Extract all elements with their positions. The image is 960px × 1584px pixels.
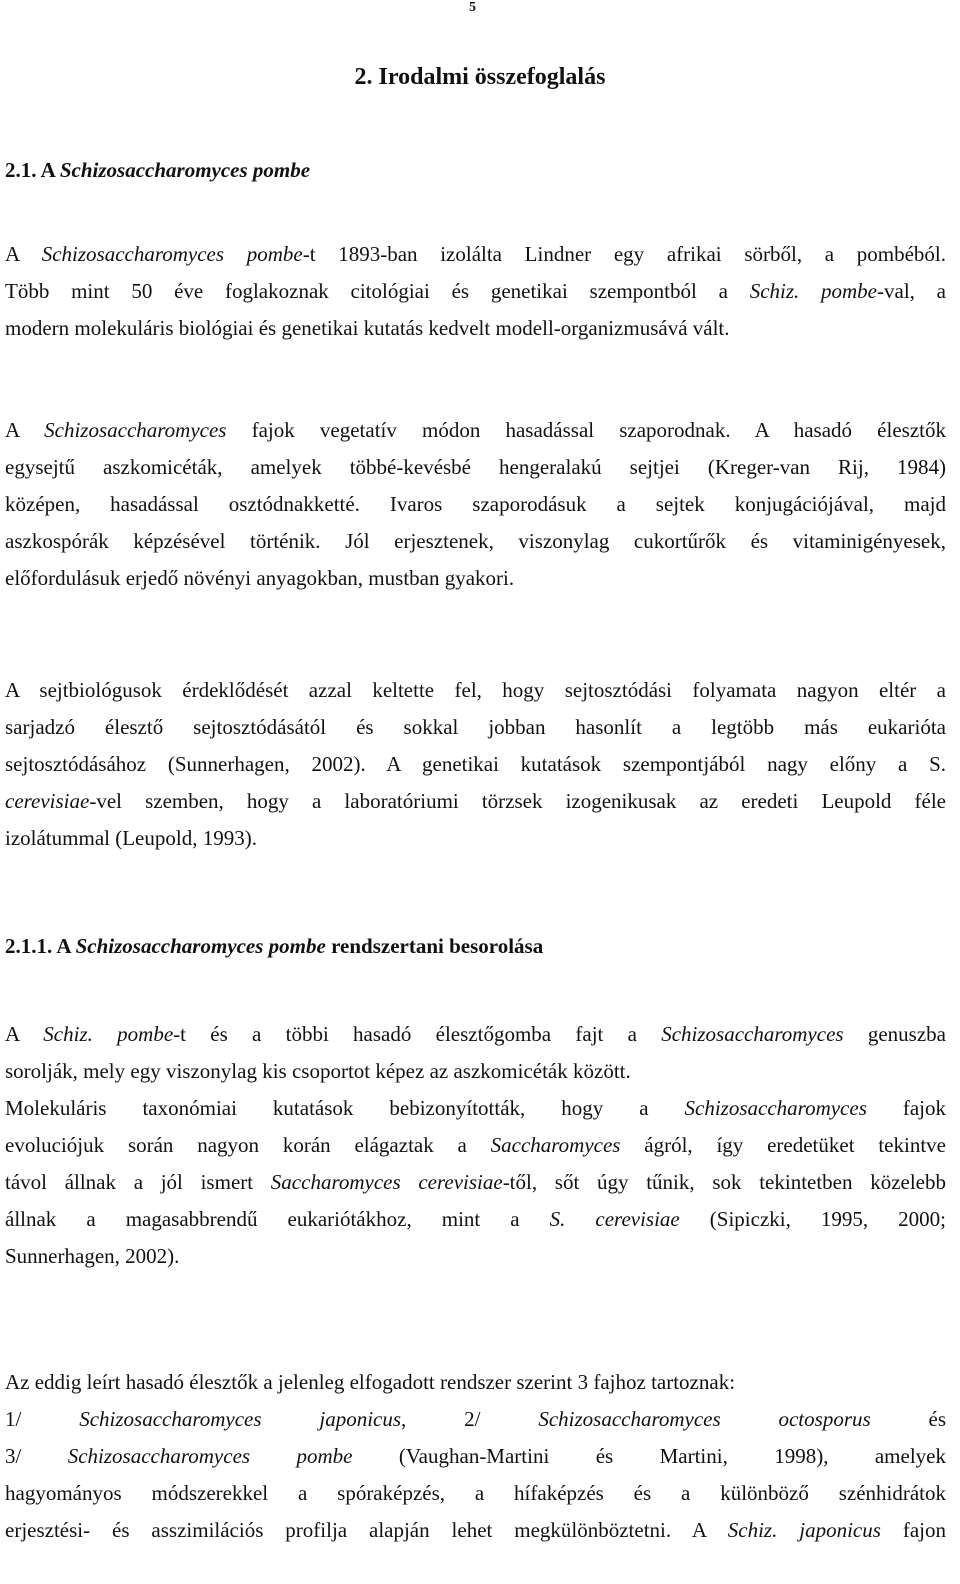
text-line: előfordulásuk erjedő növényi anyagokban, mustban gyakori.: [5, 566, 515, 590]
text-line: erjesztési- és asszimilációs profilja alapján lehet megkülönböztetni. A Schiz. japonicus fajon: [5, 1518, 946, 1542]
text-line: evoluciójuk során nagyon korán elágaztak a Saccharomyces ágról, így eredetüket tekintve: [5, 1133, 946, 1157]
text-line: Az eddig leírt hasadó élesztők a jelenleg elfogadott rendszer szerint 3 fajhoz tartoznak:: [5, 1370, 736, 1394]
section-heading: [5, 158, 310, 183]
subsection-heading-number: 2.1.1. A: [5, 934, 76, 958]
text-line: távol állnak a jól ismert Saccharomyces cerevisiae-től, sőt úgy tűnik, sok tekintetben közelebb: [5, 1170, 947, 1194]
text-line: modern molekuláris biológiai és genetikai kutatás kedvelt modell-organizmusává vált.: [5, 316, 730, 340]
section-heading-species: Schizosaccharomyces pombe: [59, 158, 311, 182]
text-line: állnak a magasabbrendű eukariótákhoz, mint a S. cerevisiae (Sipiczki, 1995, 2000;: [5, 1207, 946, 1231]
paragraph-4: [5, 1016, 946, 1275]
text-line: A Schizosaccharomyces fajok vegetatív módon hasadással szaporodnak. A hasadó élesztők: [5, 418, 946, 442]
text-line: cerevisiae-vel szemben, hogy a laboratóriumi törzsek izogenikusak az eredeti Leupold féle: [5, 789, 946, 813]
paragraph-5: [5, 1364, 946, 1549]
text-line: A Schiz. pombe-t és a többi hasadó élesztőgomba fajt a Schizosaccharomyces genuszba: [5, 1022, 946, 1046]
text-line: sarjadzó élesztő sejtosztódásától és sokkal jobban hasonlít a legtöbb más eukarióta: [5, 715, 946, 739]
paragraph-3: [5, 672, 946, 857]
text-line: középen, hasadással osztódnakketté. Ivaros szaporodásuk a sejtek konjugációjával, majd: [5, 492, 946, 516]
text-line: aszkospórák képzésével történik. Jól erjesztenek, viszonylag cukortűrők és vitaminigényesek,: [5, 529, 946, 553]
subsection-heading: [5, 934, 543, 959]
text-line: Sunnerhagen, 2002).: [5, 1244, 180, 1268]
text-line: 3/ Schizosaccharomyces pombe (Vaughan-Martini és Martini, 1998), amelyek: [5, 1444, 946, 1468]
subsection-heading-rest: rendszertani besorolása: [325, 934, 544, 958]
chapter-title: 2. Irodalmi összefoglalás: [354, 64, 606, 90]
text-line: Több mint 50 éve foglakoznak citológiai és genetikai szempontból a Schiz. pombe-val, a: [5, 279, 946, 303]
text-line: A sejtbiológusok érdeklődését azzal keltette fel, hogy sejtosztódási folyamata nagyon eltér a: [5, 678, 946, 702]
text-line: Molekuláris taxonómiai kutatások bebizonyították, hogy a Schizosaccharomyces fajok: [5, 1096, 947, 1120]
text-line: 1/ Schizosaccharomyces japonicus, 2/ Schizosaccharomyces octosporus és: [5, 1407, 947, 1431]
subsection-heading-species: Schizosaccharomyces pombe: [75, 934, 326, 958]
text-line: izolátummal (Leupold, 1993).: [5, 826, 257, 850]
text-line: A Schizosaccharomyces pombe-t 1893-ban izolálta Lindner egy afrikai sörből, a pombéból.: [5, 242, 946, 266]
text-line: sejtosztódásához (Sunnerhagen, 2002). A genetikai kutatások szempontjából nagy előny a S.: [5, 752, 946, 776]
text-line: sorolják, mely egy viszonylag kis csoportot képez az aszkomicéták között.: [5, 1059, 631, 1083]
section-heading-number: 2.1. A: [5, 158, 60, 182]
paragraph-1: [5, 236, 946, 347]
text-line: hagyományos módszerekkel a spóraképzés, a hífaképzés és a különböző szénhidrátok: [5, 1481, 946, 1505]
paragraph-2: [5, 412, 946, 597]
page-number: 5: [469, 0, 476, 15]
text-line: egysejtű aszkomicéták, amelyek többé-kevésbé hengeralakú sejtjei (Kreger-van Rij, 1984): [5, 455, 946, 479]
